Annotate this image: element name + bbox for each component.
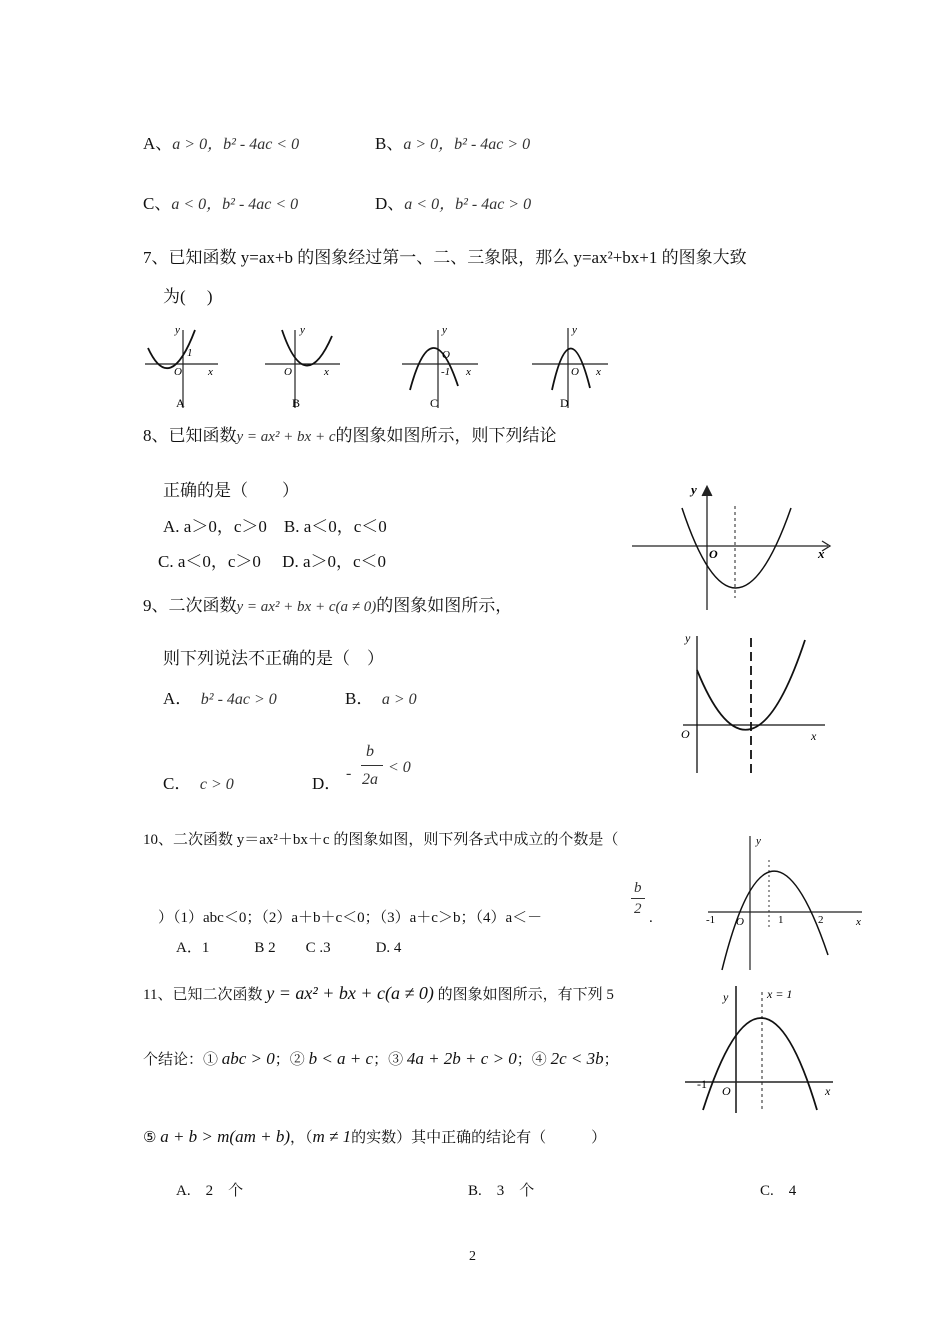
q10-stem: 10、二次函数 y＝ax²＋bx＋c 的图象如图，则下列各式中成立的个数是（ [143,832,619,848]
q9-frac-bar [361,765,383,766]
q8-stem-cont: 正确的是（ ） [163,481,299,500]
q7-stem: 7、已知函数 y=ax+b 的图象经过第一、二、三象限，那么 y=ax²+bx+1 的图象大致 [143,248,747,267]
q10-y-label: y [756,835,761,847]
q10-tick-neg1: -1 [706,914,716,926]
q7-label-c: C [430,396,439,410]
page-number: 2 [469,1249,476,1264]
q8-y-label: y [691,482,697,497]
q9-option-d-neg: - [346,765,352,782]
q8-options-cd: C. a＜0，c＞0 D. a＞0，c＜0 [158,552,387,571]
q7d-x: x [596,366,601,378]
q10-tick-2: 2 [818,914,824,926]
q7c-o: O [442,349,450,361]
q7-label-a: A [176,396,185,410]
q9-option-a: A． b² - 4ac > 0 [163,689,277,708]
q10-options: A．1 B 2 C .3 D. 4 [176,940,402,956]
q10-graph [700,830,875,975]
q6-option-b: B、a > 0，b² - 4ac > 0 [375,134,531,153]
q11-sym-label: x = 1 [767,987,793,1001]
q7b-y: y [300,324,305,336]
q10-frac-end: . [649,910,653,926]
q7a-1: 1 [187,347,193,359]
q9-option-d-rel: < 0 [388,759,411,776]
q9-origin: O [681,727,690,741]
q11-tick-neg1: -1 [697,1077,707,1091]
q7a-x: x [208,366,213,378]
q7-graph-d [532,324,608,410]
q7-graph-c [402,324,478,410]
q7b-o: O [284,366,292,378]
q10-origin: O [736,916,744,928]
q7c-x: x [466,366,471,378]
q11-origin: O [722,1084,731,1098]
q7d-o: O [571,366,579,378]
q9-y-label: y [685,631,691,645]
q7a-y: y [175,324,180,336]
q10-frac-den: 2 [634,901,642,917]
q10-x-label: x [856,916,861,928]
q8-options-ab: A. a＞0，c＞0 B. a＜0，c＜0 [163,517,387,536]
q9-option-c: C． c > 0 [163,774,234,793]
q7c-y: y [442,324,447,336]
q11-stem: 11、已知二次函数 y = ax² + bx + c(a ≠ 0) 的图象如图所示，有下列 5 [143,983,614,1003]
q7a-o: O [174,366,182,378]
q7-graph-a [145,324,218,410]
q7-label-b: B [292,396,301,410]
q11-statements: 个结论：① abc > 0；② b < a + c；③ 4a + 2b + c > 0；④ 2c < 3b； [143,1049,619,1068]
q7-graph-b [265,324,340,410]
q7-graphs [140,318,620,413]
q11-y-label: y [723,990,729,1004]
q6-option-d: D、a < 0，b² - 4ac > 0 [375,194,532,213]
q7-label-d: D [560,396,569,410]
q9-graph [675,628,835,780]
q11-x-label: x [825,1084,831,1098]
q9-stem: 9、二次函数y = ax² + bx + c(a ≠ 0)的图象如图所示， [143,596,513,615]
q9-x-label: x [811,729,817,743]
q10-statements: ）（1）abc＜0；（2）a＋b＋c＜0；（3）a＋c＞b；（4）a＜－ [158,910,543,926]
q11-option-a: A. 2 个 [176,1183,244,1199]
q11-graph [675,978,845,1118]
q8-x-label: x [818,546,825,561]
q9-stem-cont: 则下列说法不正确的是（ ） [163,649,384,668]
q9-option-b: B． a > 0 [345,689,417,708]
q11-statement-5: ⑤ a + b > m(am + b)，（m ≠ 1的实数）其中正确的结论有（ ） [143,1127,607,1146]
q8-stem: 8、已知函数y = ax² + bx + c的图象如图所示，则下列结论 [143,426,557,445]
q10-tick-1: 1 [778,914,784,926]
q11-option-c: C. 4 [760,1183,797,1199]
q6-option-c: C、a < 0，b² - 4ac < 0 [143,194,299,213]
q11-option-b: B. 3 个 [468,1183,535,1199]
q9-option-d-den: 2a [362,771,378,788]
q7-stem-cont: 为( ) [163,287,213,306]
q8-origin: O [709,547,718,561]
q7c-n1: -1 [441,366,451,378]
q7d-y: y [572,324,577,336]
q10-frac-num: b [634,880,642,896]
q9-option-d-label: D． [312,774,342,793]
q7b-x: x [324,366,329,378]
q6-option-a: A、a > 0，b² - 4ac < 0 [143,134,300,153]
q9-option-d-num: b [366,743,374,760]
q8-graph [628,478,838,618]
